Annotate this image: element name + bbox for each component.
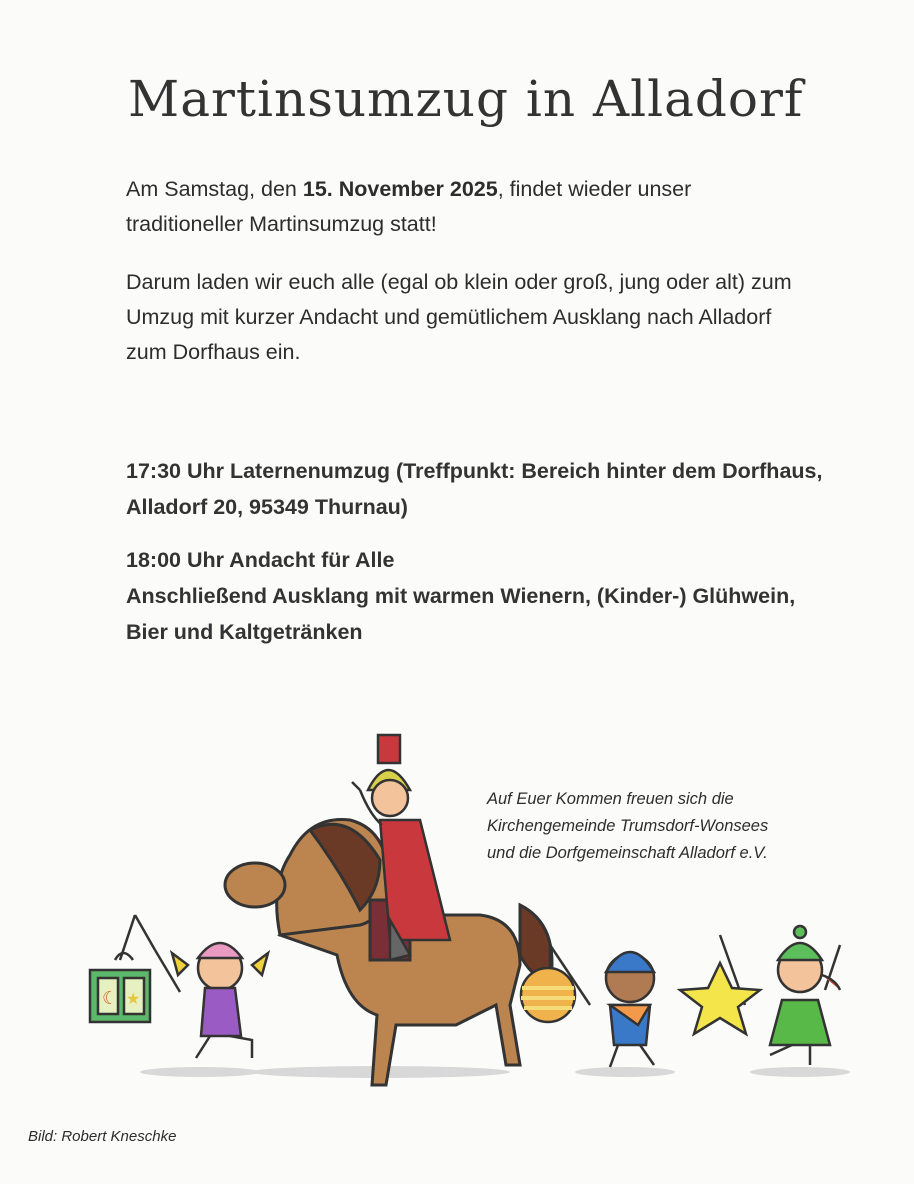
schedule-block-devotion bbox=[126, 542, 826, 650]
schedule-item-gathering: Anschließend Ausklang mit warmen Wienern, (Kinder-) Glühwein, Bier und Kaltgetränken bbox=[126, 584, 796, 644]
organizers-note bbox=[487, 786, 887, 867]
flyer-title: Martinsumzug in Alladorf bbox=[128, 70, 804, 128]
schedule-item-lantern-parade: 17:30 Uhr Laternenumzug (Treffpunkt: Bereich hinter dem Dorfhaus, Alladorf 20, 95349 Thurnau) bbox=[126, 459, 823, 519]
child-blue-hat-icon bbox=[606, 952, 654, 1067]
lantern-star-icon bbox=[680, 935, 760, 1034]
lantern-box-icon bbox=[90, 915, 155, 1022]
svg-text:☾: ☾ bbox=[102, 988, 119, 1008]
schedule-item-devotion: 18:00 Uhr Andacht für Alle bbox=[126, 548, 395, 572]
child-pink-hat-icon bbox=[155, 943, 268, 1058]
intro-suffix: , findet wieder unser traditioneller Martinsumzug statt! bbox=[126, 177, 692, 236]
organizers-line-2: Kirchengemeinde Trumsdorf-Wonsees bbox=[487, 817, 769, 835]
svg-text:★: ★ bbox=[126, 991, 141, 1008]
st-martin-illustration bbox=[80, 720, 880, 1100]
intro-paragraph bbox=[126, 172, 806, 242]
organizers-line-3: und die Dorfgemeinschaft Alladorf e.V. bbox=[487, 844, 768, 862]
organizers-line-1: Auf Euer Kommen freuen sich die bbox=[487, 790, 734, 808]
intro-prefix: Am Samstag, den bbox=[126, 177, 303, 201]
event-date: 15. November 2025 bbox=[302, 177, 498, 201]
image-credit: Bild: Robert Kneschke bbox=[28, 1128, 177, 1145]
child-green-hat-icon bbox=[770, 926, 840, 1065]
invitation-paragraph: Darum laden wir euch alle (egal ob klein oder groß, jung oder alt) zum Umzug mit kurzer Andacht und gemütlichem Ausklang nach Alladorf zum Dorfhaus ein. bbox=[126, 270, 792, 364]
